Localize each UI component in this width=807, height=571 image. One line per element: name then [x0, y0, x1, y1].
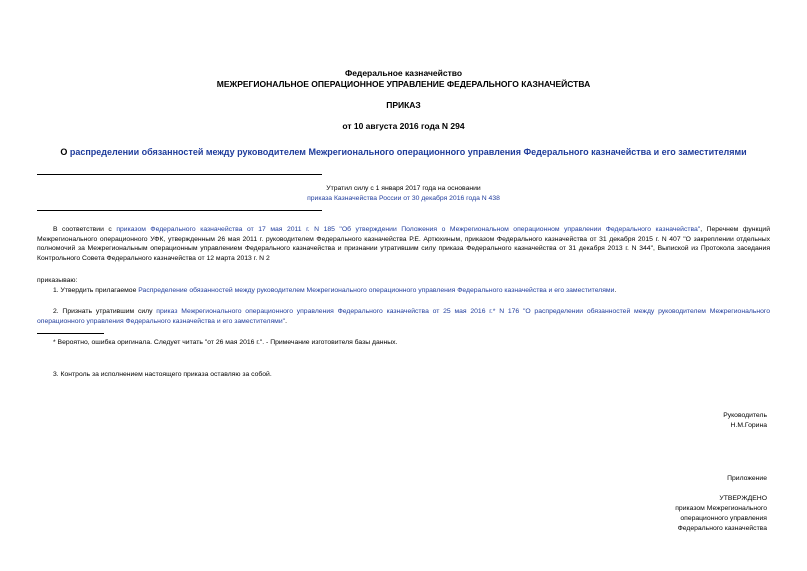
signature-name: Н.М.Горина [730, 422, 767, 429]
approved-label: УТВЕРЖДЕНО [719, 495, 767, 502]
signature-position: Руководитель [723, 412, 767, 419]
appendix-label: Приложение [727, 475, 767, 482]
approved-line-3: Федерального казначейства [677, 525, 767, 532]
footnote: * Вероятно, ошибка оригинала. Следует читать "от 26 мая 2016 г.". - Примечание изготовителя базы данных. [53, 339, 398, 346]
doc-title-link[interactable]: распределении обязанностей между руководителем Межрегионального операционного управления Федерального казначейства и его заместителями [69, 147, 747, 157]
order-word: приказываю: [37, 277, 78, 284]
repealed-order-link[interactable]: приказ Межрегионального операционного управления Федерального казначейства от 25 мая 2016 г.* N 176 "О распределении обязанностей между руководителем Межрегионального операционного управления Федерального казначейства и его заместителями" [37, 308, 771, 325]
order-item-1 [53, 286, 770, 296]
preamble-paragraph [37, 225, 770, 263]
divider-bottom [37, 210, 322, 211]
doc-title [0, 147, 807, 157]
doc-type: ПРИКАЗ [386, 100, 421, 110]
item1-text: 1. Утвердить прилагаемое [53, 287, 139, 294]
item2-text: 2. Признать утратившим силу [53, 308, 157, 315]
status-line: Утратил силу с 1 января 2017 года на основании [326, 185, 481, 192]
divider-top [37, 174, 322, 175]
repeal-order-link[interactable]: приказа Казначейства России от 30 декабря 2016 года N 438 [307, 195, 500, 202]
item2-end: . [285, 317, 287, 325]
status-link-line [0, 194, 807, 204]
org-name: Федеральное казначейство [344, 68, 463, 78]
order-item-2 [37, 307, 770, 326]
org-name-full: МЕЖРЕГИОНАЛЬНОЕ ОПЕРАЦИОННОЕ УПРАВЛЕНИЕ ФЕДЕРАЛЬНОГО КАЗНАЧЕЙСТВА [216, 79, 591, 89]
doc-title-prefix: О [60, 147, 70, 157]
doc-date-number: от 10 августа 2016 года N 294 [342, 121, 465, 131]
regulation-link[interactable]: приказом Федерального казначейства от 17 мая 2011 г. N 185 "Об утверждении Положения о Межрегиональном операционном управлении Федерального казначейства" [116, 226, 701, 233]
approved-line-2: операционного управления [680, 515, 767, 522]
approved-line-1: приказом Межрегионального [675, 505, 767, 512]
appendix-link[interactable]: Распределение обязанностей между руководителем Межрегионального операционного управления Федерального казначейства и его заместителями [138, 287, 615, 294]
preamble-text-end: , Перечнем функций Межрегионального операционного УФК, утвержденным 26 мая 2011 г. руководителем Федерального казначейства Р.Е. Артюхиным, приказом Федерального казначейства от 31 декабря 2015 г. N 407 "О закреплении отдельных полномочий за Межрегиональным операционным управлением Федерального казначейства и признании утратившим силу приказа Федерального казначейства от 31 декабря 2013 г. N 344", Выпиской из Протокола заседания Контрольного Совета Федерального казначейства от 12 марта 2013 г. N 2 [37, 226, 770, 262]
preamble-text-start: В соответствии с [53, 226, 117, 233]
footnote-divider [37, 333, 104, 334]
order-item-3: 3. Контроль за исполнением настоящего приказа оставляю за собой. [53, 371, 272, 378]
item1-end: . [614, 287, 617, 294]
